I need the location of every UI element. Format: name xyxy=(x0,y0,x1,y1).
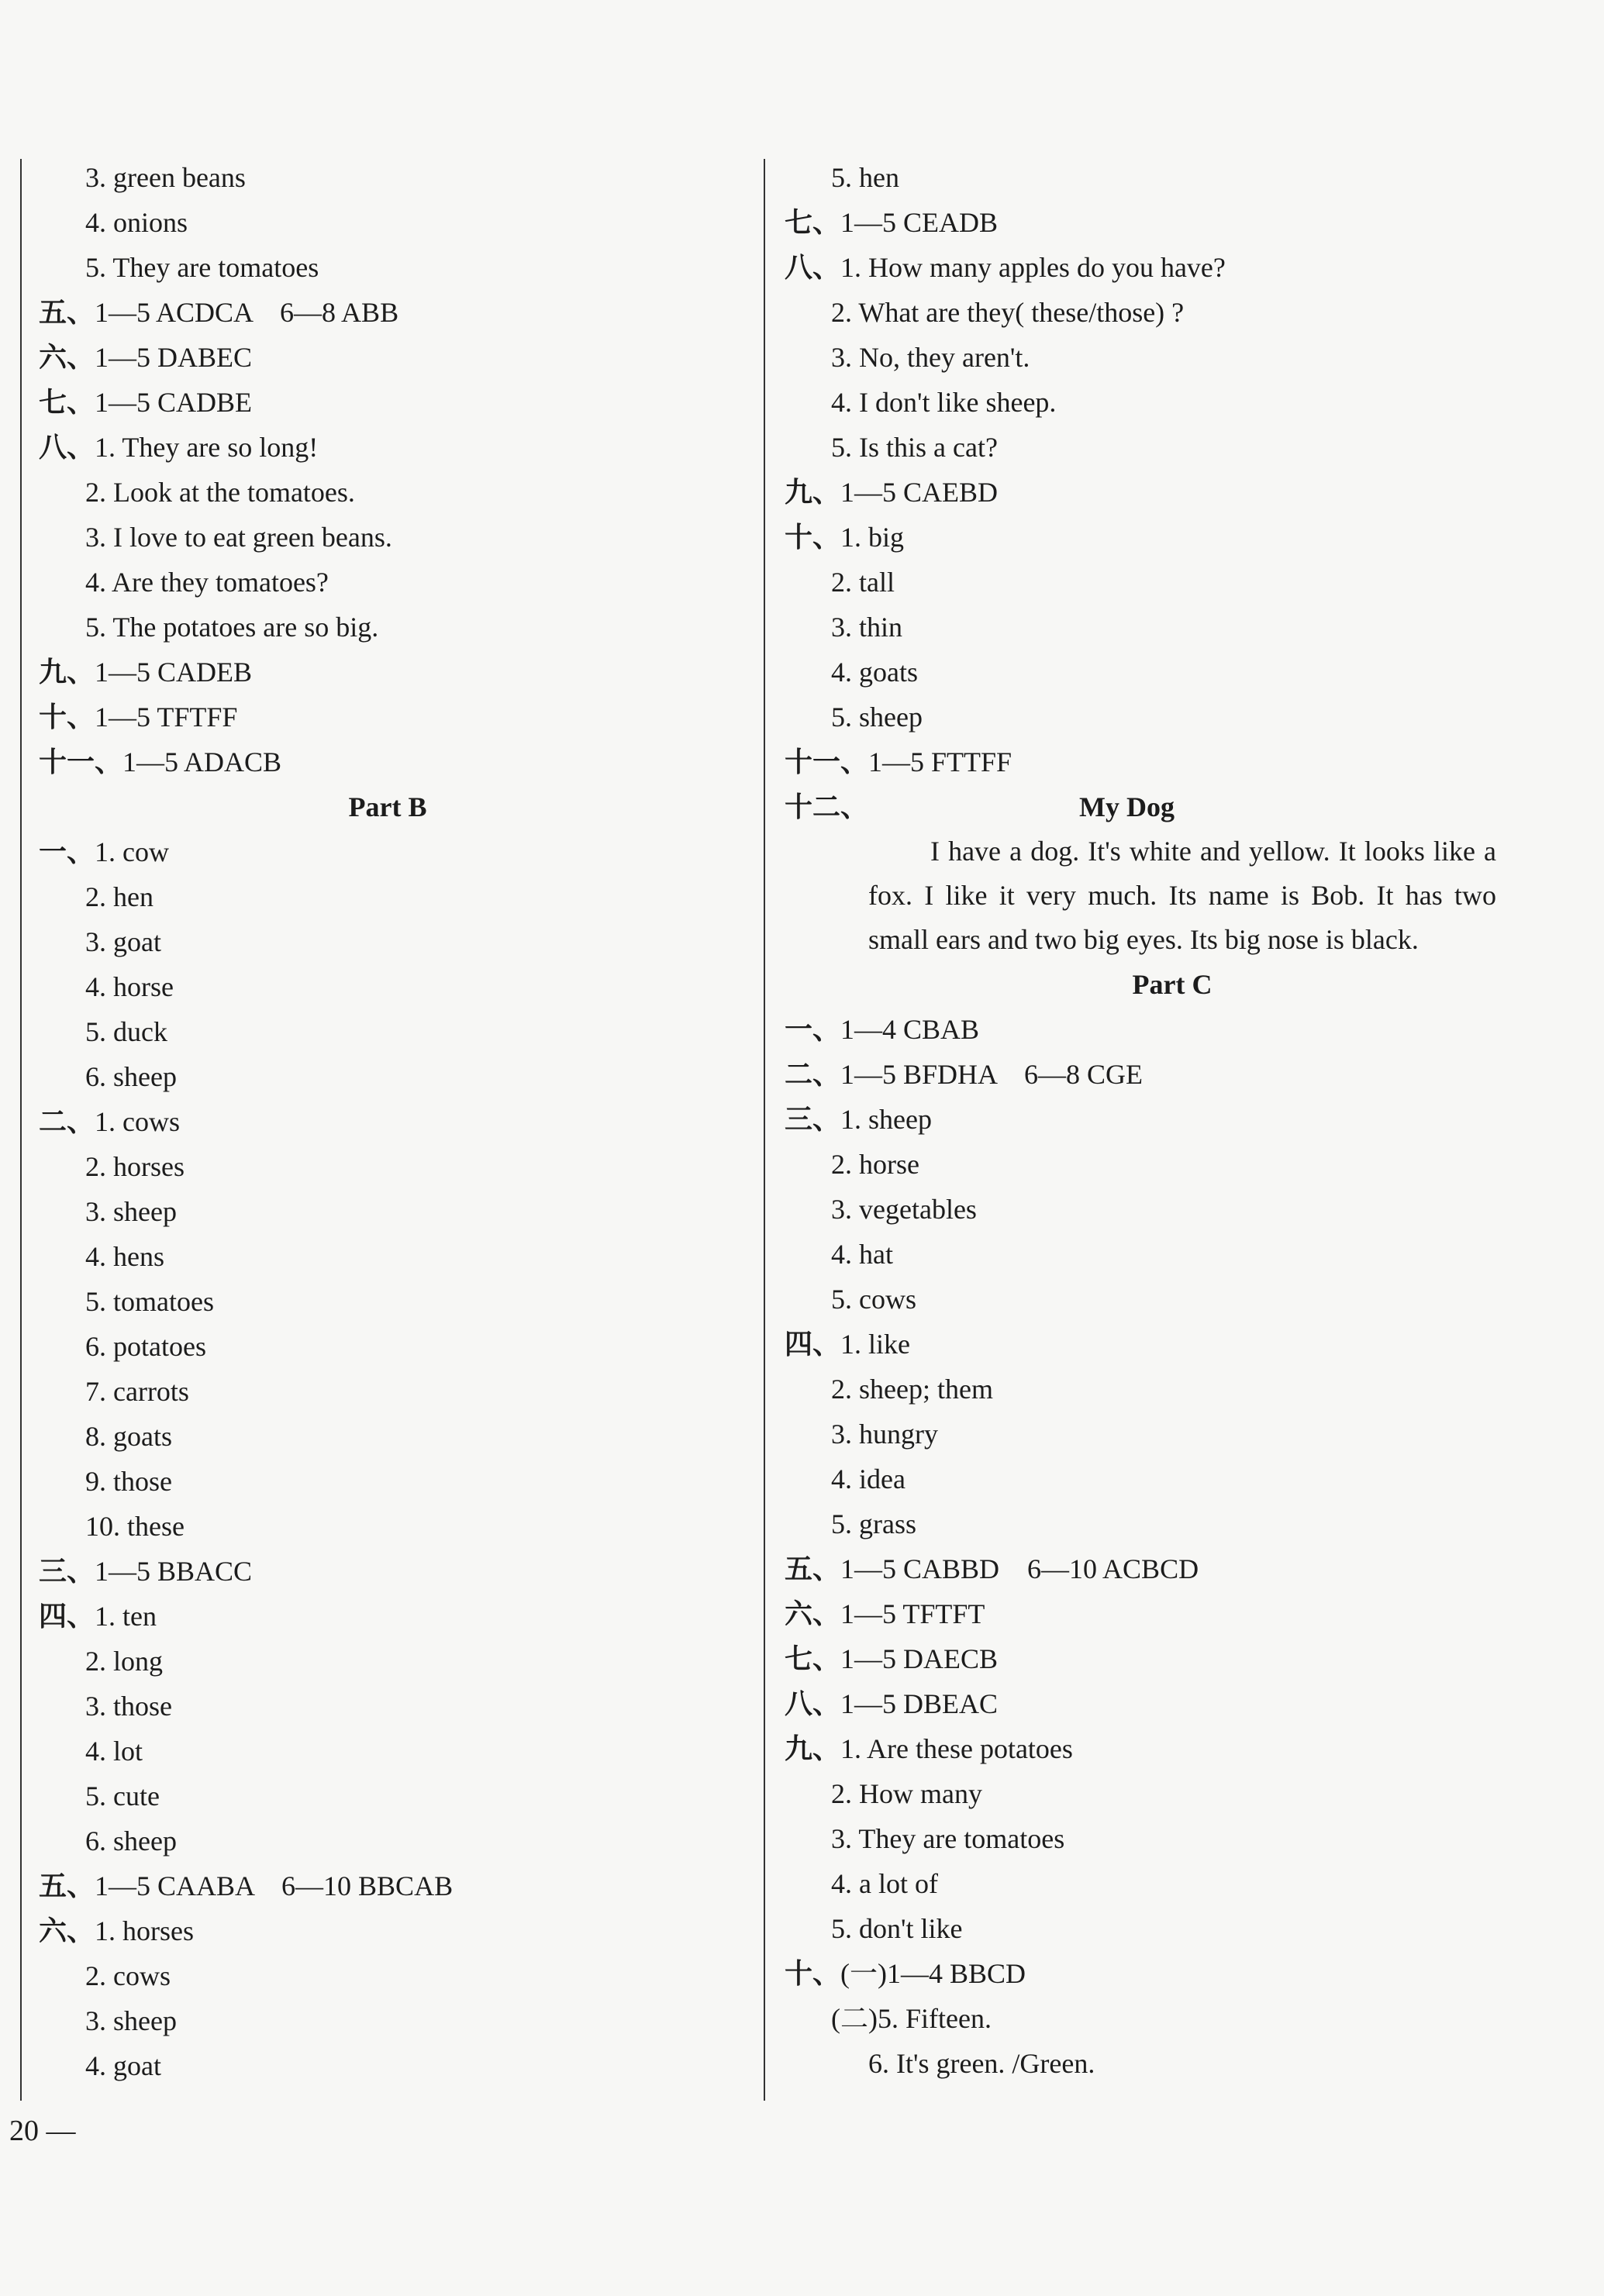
answer-text: 1—5 DBEAC xyxy=(840,1688,999,1719)
answer-text: 4. a lot of xyxy=(831,1868,938,1899)
answer-text: 1—5 TFTFF xyxy=(95,702,238,733)
column-divider-rule xyxy=(764,159,765,2101)
answer-text: 3. vegetables xyxy=(831,1194,977,1225)
answer-text: 2. horse xyxy=(831,1149,919,1180)
question-number: 八、 xyxy=(39,432,95,463)
answer-text: 1—5 CAABA 6—10 BBCAB xyxy=(95,1870,454,1901)
answer-text: 4. idea xyxy=(831,1463,905,1494)
answer-text: 1. cow xyxy=(95,836,169,867)
answer-text: 2. sheep; them xyxy=(831,1374,993,1405)
question-number: 六、 xyxy=(785,1598,841,1629)
answer-line xyxy=(785,739,1560,784)
answer-text: 1. like xyxy=(840,1329,910,1360)
answer-line xyxy=(785,605,1560,650)
answer-line xyxy=(785,380,1560,425)
answer-line xyxy=(785,1007,1560,1052)
question-number: 三、 xyxy=(785,1104,841,1135)
answer-line xyxy=(39,1729,736,1774)
answer-text: 1—5 ACDCA 6—8 ABB xyxy=(95,297,399,328)
answer-line xyxy=(39,425,736,470)
question-number: 十、 xyxy=(785,1958,841,1989)
answer-line xyxy=(39,1189,736,1234)
answer-text: 1—5 CADEB xyxy=(95,657,253,688)
answer-text: 7. carrots xyxy=(85,1376,189,1407)
answer-line xyxy=(39,1324,736,1369)
answer-text: 1. cows xyxy=(95,1106,180,1137)
answer-text: 9. those xyxy=(85,1466,172,1497)
answer-text: 6. potatoes xyxy=(85,1331,206,1362)
answer-line xyxy=(39,605,736,650)
answer-text: 4. lot xyxy=(85,1736,143,1767)
answer-text: 3. I love to eat green beans. xyxy=(85,522,392,553)
answer-line xyxy=(39,1369,736,1414)
answer-text: 1—5 BFDHA 6—8 CGE xyxy=(840,1059,1143,1090)
answer-line xyxy=(785,1636,1560,1681)
answer-line xyxy=(39,695,736,739)
answer-line xyxy=(39,1774,736,1819)
answer-line xyxy=(39,874,736,919)
answer-text: 1. sheep xyxy=(840,1104,932,1135)
answer-line xyxy=(785,1726,1560,1771)
answer-text: 1—5 CADBE xyxy=(95,387,253,418)
answer-text: 5. hen xyxy=(831,162,899,193)
answer-line xyxy=(39,200,736,245)
answer-line xyxy=(785,200,1560,245)
answer-text: 4. horse xyxy=(85,971,174,1002)
answer-line xyxy=(39,1144,736,1189)
answer-line xyxy=(785,335,1560,380)
answer-line xyxy=(785,1771,1560,1816)
answer-text: 3. They are tomatoes xyxy=(831,1823,1065,1854)
essay-title: My Dog xyxy=(1079,791,1175,822)
answer-text: 2. What are they( these/those) ? xyxy=(831,297,1185,328)
answer-line xyxy=(39,964,736,1009)
answer-line xyxy=(39,1998,736,2043)
answer-line xyxy=(785,1546,1560,1591)
question-number: 八、 xyxy=(785,252,841,283)
answer-line xyxy=(785,1322,1560,1367)
answer-text: 6. It's green. /Green. xyxy=(868,2048,1095,2079)
answer-line xyxy=(39,1594,736,1639)
section-heading xyxy=(785,962,1560,1007)
question-number: 五、 xyxy=(39,297,95,328)
answer-text: 1. How many apples do you have? xyxy=(840,252,1226,283)
question-number: 九、 xyxy=(39,657,95,688)
answer-text: 1. Are these potatoes xyxy=(840,1733,1073,1764)
question-number: 三、 xyxy=(39,1556,95,1587)
answer-text: 4. hat xyxy=(831,1239,893,1270)
answer-line xyxy=(39,335,736,380)
question-number: 九、 xyxy=(785,477,841,508)
answer-text: 1—5 FTTFF xyxy=(868,746,1012,777)
answer-text: 5. grass xyxy=(831,1508,916,1539)
answer-line xyxy=(39,155,736,200)
answer-line xyxy=(39,1459,736,1504)
answer-line xyxy=(785,470,1560,515)
answer-text: 3. No, they aren't. xyxy=(831,342,1030,373)
question-number: 六、 xyxy=(39,342,95,373)
answer-text: 4. goats xyxy=(831,657,918,688)
answer-text: 4. Are they tomatoes? xyxy=(85,567,329,598)
answer-text: 6. sheep xyxy=(85,1825,177,1856)
right-column xyxy=(785,155,1560,2086)
answer-line xyxy=(785,695,1560,739)
answer-text: 2. How many xyxy=(831,1778,982,1809)
answer-text: 4. goat xyxy=(85,2050,161,2081)
answer-text: 3. those xyxy=(85,1691,172,1722)
answer-text: 3. sheep xyxy=(85,1196,177,1227)
answer-text: 1—5 CEADB xyxy=(840,207,999,238)
answer-text: 1—5 CABBD 6—10 ACBCD xyxy=(840,1553,1199,1584)
answer-text: 2. hen xyxy=(85,881,154,912)
answer-text: (一)1—4 BBCD xyxy=(840,1958,1026,1989)
answer-line xyxy=(39,1009,736,1054)
question-number: 二、 xyxy=(39,1106,95,1137)
answer-line xyxy=(39,739,736,784)
answer-text: 5. don't like xyxy=(831,1913,963,1944)
answer-line xyxy=(785,1951,1560,1996)
answer-text: 1. ten xyxy=(95,1601,157,1632)
answer-text: 5. cows xyxy=(831,1284,916,1315)
answer-line xyxy=(39,1953,736,1998)
answer-line xyxy=(39,1099,736,1144)
answer-line xyxy=(39,2043,736,2088)
answer-line xyxy=(39,1863,736,1908)
answer-line xyxy=(39,470,736,515)
answer-line xyxy=(785,2041,1560,2086)
question-number: 十一、 xyxy=(39,746,123,777)
answer-line xyxy=(785,1367,1560,1412)
answer-text: 5. The potatoes are so big. xyxy=(85,612,379,643)
answer-line xyxy=(785,425,1560,470)
answer-text: (二)5. Fifteen. xyxy=(831,2003,992,2034)
answer-text: 3. green beans xyxy=(85,162,246,193)
answer-line xyxy=(39,290,736,335)
answer-line xyxy=(785,1187,1560,1232)
answer-line xyxy=(785,1906,1560,1951)
question-number: 七、 xyxy=(39,387,95,418)
answer-line xyxy=(785,1277,1560,1322)
answer-line xyxy=(39,1504,736,1549)
answer-line xyxy=(39,1414,736,1459)
answer-text: 1. big xyxy=(840,522,905,553)
answer-text: 4. I don't like sheep. xyxy=(831,387,1057,418)
question-number: 五、 xyxy=(39,1870,95,1901)
answer-line xyxy=(39,1908,736,1953)
answer-text: 4. hens xyxy=(85,1241,164,1272)
question-number: 八、 xyxy=(785,1688,841,1719)
answer-text: 5. sheep xyxy=(831,702,923,733)
answer-line xyxy=(785,1501,1560,1546)
answer-text: 5. duck xyxy=(85,1016,167,1047)
question-number: 二、 xyxy=(785,1059,841,1090)
answer-line xyxy=(785,1457,1560,1501)
question-number: 一、 xyxy=(785,1014,841,1045)
answer-text: 10. these xyxy=(85,1511,185,1542)
question-number: 四、 xyxy=(785,1329,841,1360)
answer-text: 4. onions xyxy=(85,207,188,238)
answer-text: 3. hungry xyxy=(831,1419,938,1450)
answer-line xyxy=(39,515,736,560)
answer-line xyxy=(39,1639,736,1684)
answer-line xyxy=(785,245,1560,290)
question-number: 一、 xyxy=(39,836,95,867)
answer-line xyxy=(785,1232,1560,1277)
answer-line xyxy=(39,1054,736,1099)
section-heading-text: Part C xyxy=(1132,969,1212,1000)
left-margin-rule xyxy=(20,159,22,2101)
question-number: 四、 xyxy=(39,1601,95,1632)
answer-line xyxy=(39,1234,736,1279)
answer-text: 1—4 CBAB xyxy=(840,1014,980,1045)
answer-text: 1. They are so long! xyxy=(95,432,319,463)
question-number: 十一、 xyxy=(785,746,869,777)
answer-text: 6. sheep xyxy=(85,1061,177,1092)
answer-text: 1—5 BBACC xyxy=(95,1556,253,1587)
answer-text: 5. Is this a cat? xyxy=(831,432,998,463)
question-number: 五、 xyxy=(785,1553,841,1584)
answer-text: 1—5 CAEBD xyxy=(840,477,999,508)
essay-section-mark: 十二、 xyxy=(785,791,869,822)
answer-line xyxy=(39,560,736,605)
answer-line xyxy=(39,380,736,425)
answer-line xyxy=(785,1142,1560,1187)
answer-line xyxy=(785,1052,1560,1097)
answer-text: 3. sheep xyxy=(85,2005,177,2036)
answer-text: 3. goat xyxy=(85,926,161,957)
question-number: 十、 xyxy=(785,522,841,553)
answer-text: 5. They are tomatoes xyxy=(85,252,319,283)
question-number: 六、 xyxy=(39,1915,95,1946)
answer-line xyxy=(39,650,736,695)
answer-line xyxy=(785,1816,1560,1861)
answer-line xyxy=(785,1591,1560,1636)
question-number: 十、 xyxy=(39,702,95,733)
section-heading xyxy=(39,784,736,829)
answer-line xyxy=(785,1861,1560,1906)
answer-line xyxy=(785,560,1560,605)
answer-text: 3. thin xyxy=(831,612,903,643)
essay-heading xyxy=(785,784,1560,829)
answer-text: 5. cute xyxy=(85,1781,160,1812)
essay-paragraph: I have a dog. It's white and yellow. It looks like a fox. I like it very much. Its name is Bob. It has two small ears and two big eyes. Its big nose is black. xyxy=(868,836,1496,955)
answer-text: 8. goats xyxy=(85,1421,172,1452)
answer-line xyxy=(39,1819,736,1863)
answer-text: 2. tall xyxy=(831,567,895,598)
answer-text: 5. tomatoes xyxy=(85,1286,214,1317)
answer-text: 1—5 ADACB xyxy=(122,746,282,777)
answer-line xyxy=(39,1684,736,1729)
answer-text: 2. cows xyxy=(85,1960,171,1991)
answer-line xyxy=(785,1097,1560,1142)
left-column xyxy=(39,155,736,2088)
answer-text: 2. horses xyxy=(85,1151,185,1182)
answer-line xyxy=(39,245,736,290)
answer-text: 1—5 DABEC xyxy=(95,342,253,373)
answer-line xyxy=(785,650,1560,695)
answer-line xyxy=(785,1412,1560,1457)
answer-text: 1—5 DAECB xyxy=(840,1643,999,1674)
answer-text: 2. long xyxy=(85,1646,164,1677)
answer-line xyxy=(39,829,736,874)
answer-line xyxy=(785,515,1560,560)
answer-line xyxy=(785,155,1560,200)
answer-text: 1—5 TFTFT xyxy=(840,1598,985,1629)
section-heading-text: Part B xyxy=(348,791,427,822)
answer-line xyxy=(785,290,1560,335)
answer-line xyxy=(785,1996,1560,2041)
answer-text: 1. horses xyxy=(95,1915,194,1946)
answer-line xyxy=(39,1279,736,1324)
question-number: 七、 xyxy=(785,207,841,238)
answer-line xyxy=(785,1681,1560,1726)
question-number: 七、 xyxy=(785,1643,841,1674)
answer-line xyxy=(39,1549,736,1594)
answer-line xyxy=(39,919,736,964)
question-number: 九、 xyxy=(785,1733,841,1764)
page-number: 20 — xyxy=(9,2115,76,2147)
answer-text: 2. Look at the tomatoes. xyxy=(85,477,355,508)
